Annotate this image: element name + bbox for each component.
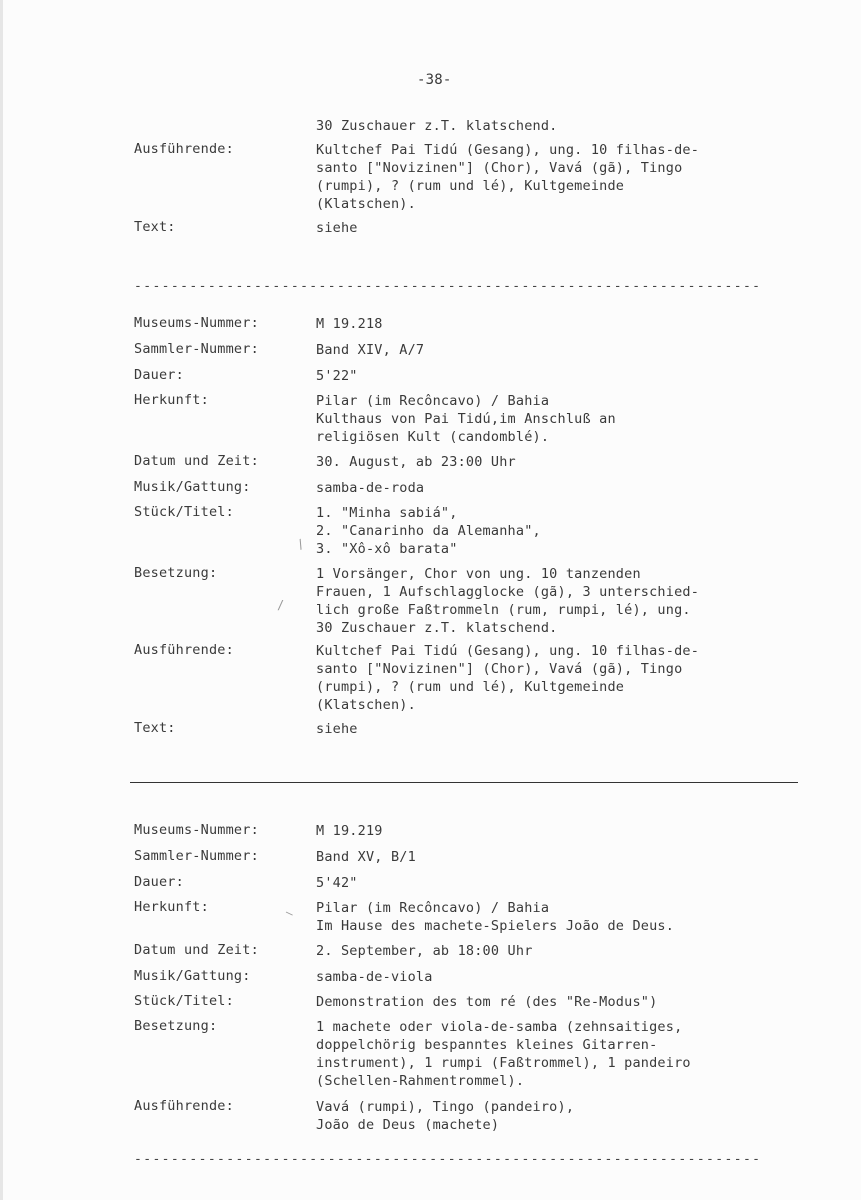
value-line: Im Hause des machete-Spielers João de Deus. [316,918,675,934]
value-line: religiösen Kult (candomblé). [316,429,550,445]
value-line: 5'22" [316,368,358,384]
value-line: M 19.219 [316,823,383,839]
value-line: (Klatschen). [316,697,416,713]
field-value [316,874,816,892]
pencil-mark: / [293,536,308,552]
field-label: Herkunft: [134,899,209,915]
field-label: Dauer: [134,874,184,890]
value-line: samba-de-roda [316,480,425,496]
field-value [316,899,816,935]
field-value [316,479,816,497]
value-line: siehe [316,721,358,737]
field-value [316,219,816,237]
value-line: 1. "Minha sabiá", [316,505,458,521]
value-line: João de Deus (machete) [316,1117,500,1133]
dashed-separator: -------------------------------------------------------------------- [134,279,762,294]
field-label: Text: [134,219,176,235]
value-line: lich große Faßtrommeln (rum, rumpi, lé), ung. [316,602,691,618]
field-label: Musik/Gattung: [134,968,251,984]
value-line: (rumpi), ? (rum und lé), Kultgemeinde [316,178,625,194]
value-line: Frauen, 1 Aufschlagglocke (gã), 3 unterschied- [316,584,700,600]
field-label: Datum und Zeit: [134,453,259,469]
value-line: (rumpi), ? (rum und lé), Kultgemeinde [316,679,625,695]
field-value [316,367,816,385]
field-value [316,720,816,738]
field-value [316,565,816,637]
field-label: Ausführende: [134,141,234,157]
value-line: Kultchef Pai Tidú (Gesang), ung. 10 filhas-de- [316,643,700,659]
value-line: Kultchef Pai Tidú (Gesang), ung. 10 filhas-de- [316,142,700,158]
value-line: (Klatschen). [316,196,416,212]
field-label: Museums-Nummer: [134,822,259,838]
value-line: 30 Zuschauer z.T. klatschend. [316,118,558,134]
value-line: samba-de-viola [316,969,433,985]
field-value [316,993,816,1011]
page-number: -38- [417,72,452,88]
value-line: 2. September, ab 18:00 Uhr [316,943,533,959]
field-value [316,968,816,986]
field-label: Museums-Nummer: [134,315,259,331]
field-value [316,392,816,446]
field-value [316,942,816,960]
value-line: 3. "Xô-xô barata" [316,541,458,557]
value-line: Pilar (im Recôncavo) / Bahia [316,900,550,916]
field-value [316,453,816,471]
value-line: 2. "Canarinho da Alemanha", [316,523,541,539]
value-line: 1 machete oder viola-de-samba (zehnsaitiges, [316,1019,683,1035]
field-label: Sammler-Nummer: [134,341,259,357]
value-line: Demonstration des tom ré (des "Re-Modus") [316,994,658,1010]
field-label: Besetzung: [134,1018,218,1034]
field-value [316,117,816,135]
value-line: Vavá (rumpi), Tingo (pandeiro), [316,1099,575,1115]
field-label: Musik/Gattung: [134,479,251,495]
pencil-mark: — [283,905,297,921]
value-line: Pilar (im Recôncavo) / Bahia [316,393,550,409]
field-label: Besetzung: [134,565,218,581]
value-line: 30 Zuschauer z.T. klatschend. [316,620,558,636]
field-label: Datum und Zeit: [134,942,259,958]
value-line: santo ["Novizinen"] (Chor), Vavá (gã), Tingo [316,661,683,677]
value-line: M 19.218 [316,316,383,332]
dashed-separator: -------------------------------------------------------------------- [134,1152,762,1167]
field-label: Ausführende: [134,642,234,658]
field-label: Dauer: [134,367,184,383]
field-label: Text: [134,720,176,736]
value-line: Band XV, B/1 [316,849,416,865]
value-line: 30. August, ab 23:00 Uhr [316,454,516,470]
value-line: 1 Vorsänger, Chor von ung. 10 tanzenden [316,566,641,582]
value-line: Band XIV, A/7 [316,342,425,358]
field-value [316,1098,816,1134]
field-label: Sammler-Nummer: [134,848,259,864]
field-label: Stück/Titel: [134,993,234,1009]
field-label: Ausführende: [134,1098,234,1114]
pencil-mark: / [277,598,285,612]
field-value [316,822,816,840]
field-label: Stück/Titel: [134,504,234,520]
value-line: instrument), 1 rumpi (Faßtrommel), 1 pandeiro [316,1055,691,1071]
solid-separator [130,782,798,783]
value-line: doppelchörig bespanntes kleines Gitarren- [316,1037,658,1053]
field-value [316,141,816,213]
value-line: Kulthaus von Pai Tidú,im Anschluß an [316,411,616,427]
field-value [316,1018,816,1090]
field-value [316,848,816,866]
field-value [316,642,816,714]
field-value [316,341,816,359]
value-line: (Schellen-Rahmentrommel). [316,1073,525,1089]
value-line: siehe [316,220,358,236]
field-label: Herkunft: [134,392,209,408]
value-line: 5'42" [316,875,358,891]
field-value [316,504,816,558]
value-line: santo ["Novizinen"] (Chor), Vavá (gã), Tingo [316,160,683,176]
field-value [316,315,816,333]
